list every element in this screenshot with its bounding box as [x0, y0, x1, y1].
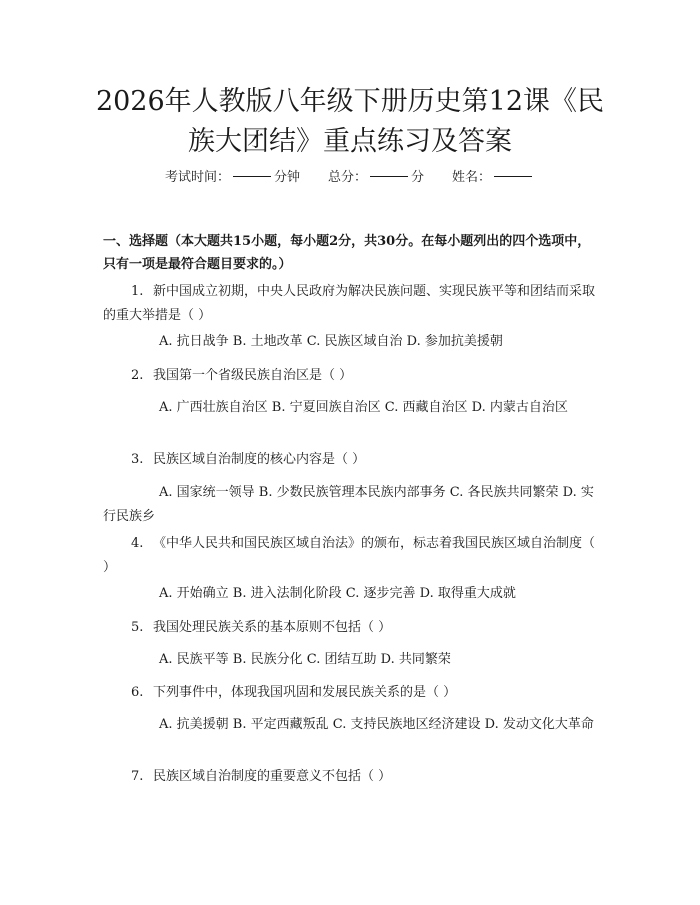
question-options: A. 抗日战争 B. 土地改革 C. 民族区域自治 D. 参加抗美援朝: [159, 334, 503, 349]
page-title: 2026年人教版八年级下册历史第12课《民族大团结》重点练习及答案: [95, 86, 605, 157]
question-stem: 3. 民族区域自治制度的核心内容是（ ）: [131, 452, 366, 467]
question-stem: 1. 新中国成立初期，中央人民政府为解决民族问题、实现民族平等和团结而采取的重大举措是（ ）: [103, 284, 596, 323]
exam-meta: [0, 168, 700, 188]
score-blank: [370, 176, 408, 177]
question-options: A. 国家统一领导 B. 少数民族管理本民族内部事务 C. 各民族共同繁荣 D. 实行民族乡: [103, 485, 594, 524]
question-stem: 6. 下列事件中，体现我国巩固和发展民族关系的是（ ）: [131, 685, 457, 700]
question-stem: 4. 《中华人民共和国民族区域自治法》的颁布，标志着我国民族区域自治制度（ ）: [103, 536, 596, 575]
time-blank: [233, 176, 271, 177]
question-options: A. 开始确立 B. 进入法制化阶段 C. 逐步完善 D. 取得重大成就: [159, 586, 516, 601]
score-label: 总分：: [327, 170, 367, 185]
section-heading: 一、选择题（本大题共15小题，每小题2分，共30分。在每小题列出的四个选项中，只有一项是最符合题目要求的。）: [103, 234, 591, 272]
time-label: 考试时间：: [164, 170, 230, 185]
question-stem: 2. 我国第一个省级民族自治区是（ ）: [131, 368, 353, 383]
question-stem: 5. 我国处理民族关系的基本原则不包括（ ）: [131, 620, 392, 635]
time-unit: 分钟: [273, 170, 300, 185]
score-unit: 分: [411, 170, 425, 185]
question-options: A. 抗美援朝 B. 平定西藏叛乱 C. 支持民族地区经济建设 D. 发动文化大革命: [159, 717, 594, 732]
question-options: A. 广西壮族自治区 B. 宁夏回族自治区 C. 西藏自治区 D. 内蒙古自治区: [159, 400, 568, 415]
name-blank: [494, 176, 532, 177]
name-label: 姓名：: [452, 170, 492, 185]
question-options: A. 民族平等 B. 民族分化 C. 团结互助 D. 共同繁荣: [159, 652, 451, 667]
question-stem: 7. 民族区域自治制度的重要意义不包括（ ）: [131, 769, 392, 784]
